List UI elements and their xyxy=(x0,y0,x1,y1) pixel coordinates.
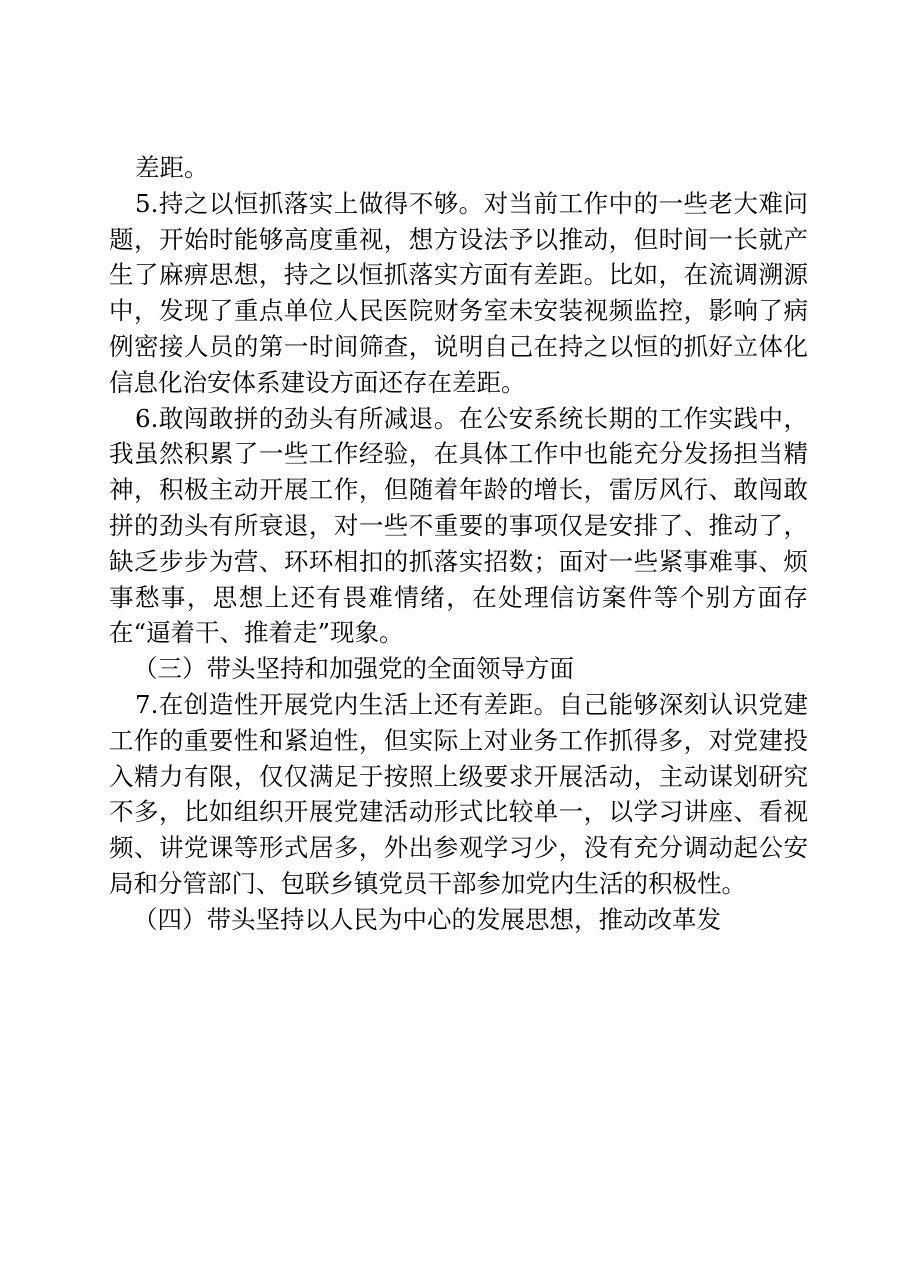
paragraph-item-6: 6.敢闯敢拼的劲头有所减退。在公安系统长期的工作实践中，我虽然积累了一些工作经验，在具体工作中也能充分发扬担当精神，积极主动开展工作，但随着年龄的增长，雷厉风行、敢闯敢拼的劲头有所衰退，对一些不重要的事项仅是安排了、推动了，缺乏步步为营、环环相扣的抓落实招数；面对一些紧事难事、烦事愁事，思想上还有畏难情绪，在处理信访案件等个别方面存在“逼着干、推着走”现象。 xyxy=(109,403,808,648)
paragraph-item-5: 5.持之以恒抓落实上做得不够。对当前工作中的一些老大难问题，开始时能够高度重视，想方设法予以推动，但时间一长就产生了麻痹思想，持之以恒抓落实方面有差距。比如，在流调溯源中，发现了重点单位人民医院财务室未安装视频监控，影响了病例密接人员的第一时间筛查，说明自己在持之以恒的抓好立体化信息化治安体系建设方面还存在差距。 xyxy=(109,188,808,397)
section-heading-4: （四）带头坚持以人民为中心的发展思想，推动改革发 xyxy=(133,904,721,934)
paragraph-item-7: 7.在创造性开展党内生活上还有差距。自己能够深刻认识党建工作的重要性和紧迫性，但实际上对业务工作抓得多，对党建投入精力有限，仅仅满足于按照上级要求开展活动，主动谋划研究不多，比如组织开展党建活动形式比较单一，以学习讲座、看视频、讲党课等形式居多，外出参观学习少，没有充分调动起公安局和分管部门、包联乡镇党员干部参加党内生活的积极性。 xyxy=(109,689,808,898)
paragraph-continuation: 差距。 xyxy=(135,153,209,182)
document-body xyxy=(109,150,808,938)
section-heading-3: （三）带头坚持和加强党的全面领导方面 xyxy=(133,654,574,684)
